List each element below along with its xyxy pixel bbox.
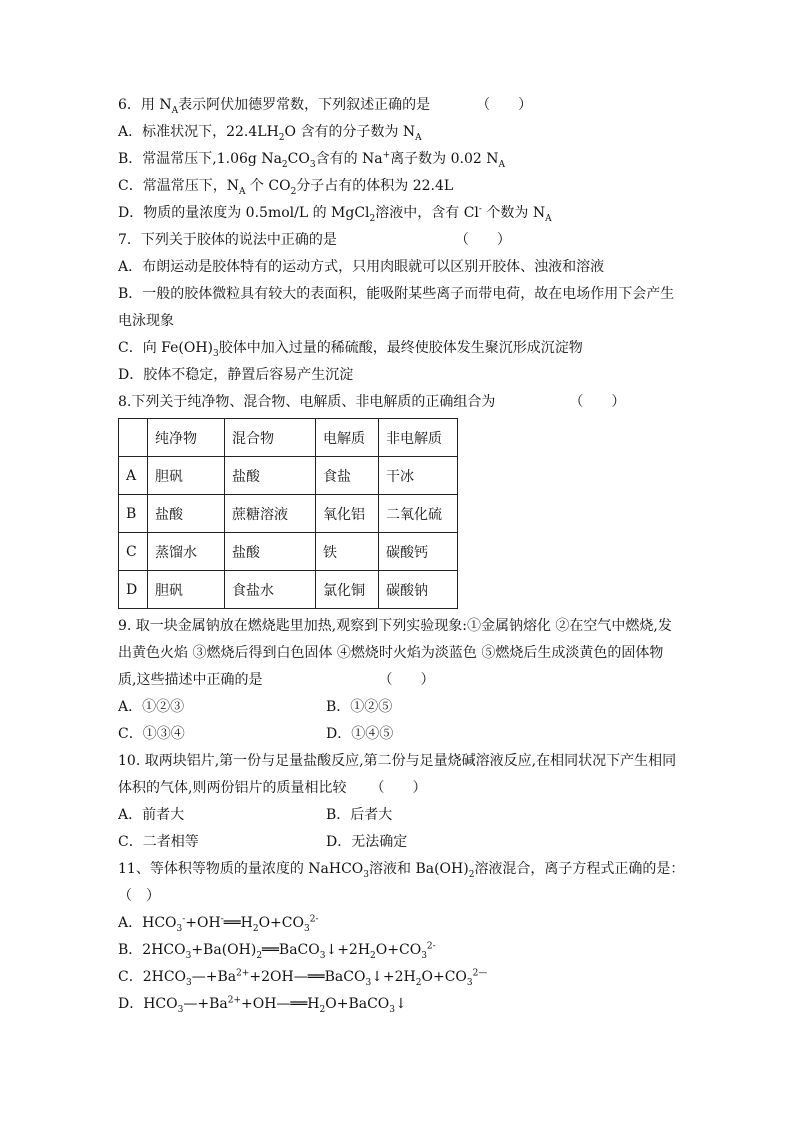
q11-option-b: B．$2HCO_3+Ba(OH)_2══BaCO_3↓+2H_2O+CO_3^{2-}$ xyxy=(118,941,436,961)
question-content xyxy=(118,92,688,1018)
answer-paren: （ ） xyxy=(454,232,511,248)
table-cell: 胆矾 xyxy=(148,571,225,609)
q7-option-b: B．一般的胶体微粒具有较大的表面积，能吸附某些离子而带电荷，故在电场作用下会产生电泳现象 xyxy=(118,286,675,329)
table-cell xyxy=(119,419,148,457)
q10-options-row1 xyxy=(118,802,688,829)
table-cell: A xyxy=(119,457,148,495)
table-cell: D xyxy=(119,571,148,609)
q11-answer-paren xyxy=(118,883,688,910)
table-cell: 混合物 xyxy=(225,419,316,457)
q10-stem-line2: 体积的气体,则两份铝片的质量相比较 （ ） xyxy=(118,780,427,796)
table-cell: 纯净物 xyxy=(148,419,225,457)
q9-stem-line3: 质,这些描述中正确的是 （ ） xyxy=(118,672,435,688)
table-row xyxy=(119,457,458,495)
q9-option-a: A．①②③ xyxy=(118,699,185,715)
answer-paren: （ ） xyxy=(476,97,533,113)
table-row xyxy=(119,533,458,571)
q7-option-d: D．胶体不稳定，静置后容易产生沉淀 xyxy=(118,367,354,383)
q7-option-a: A．布朗运动是胶体特有的运动方式，只用肉眼就可以区别开胶体、浊液和溶液 xyxy=(118,259,605,275)
q6-stem: 6．用 $N_A$表示阿伏加德罗常数，下列叙述正确的是 （ ） xyxy=(118,97,533,116)
q10-options-row2 xyxy=(118,829,688,856)
q11-option-a: A．$HCO_3^-+OH^-══H_2O+CO_3^{2-}$ xyxy=(118,914,319,934)
table-cell: 碳酸钙 xyxy=(379,533,458,571)
table-cell: 胆矾 xyxy=(148,457,225,495)
q6-option-c: C．常温常压下，$N_A$ 个 $CO_2$分子占有的体积为 22.4L xyxy=(118,178,454,197)
table-cell: 食盐水 xyxy=(225,571,316,609)
table-cell: 蒸馏水 xyxy=(148,533,225,571)
answer-paren: （ ） xyxy=(118,888,160,904)
table-cell: 铁 xyxy=(316,533,379,571)
q9-option-c: C．①③④ xyxy=(118,726,185,742)
q8-stem: 8.下列关于纯净物、混合物、电解质、非电解质的正确组合为 （ ） xyxy=(118,394,626,410)
table-cell: 氯化铜 xyxy=(316,571,379,609)
answer-paren: （ ） xyxy=(370,780,427,796)
q11-option-c: C．$2HCO_3—+Ba^{2+}+2OH—══BaCO_3↓+2H_2O+CO_3^{2—}$ xyxy=(118,968,488,988)
q7-option-c: C．向 $Fe(OH)_3$胶体中加入过量的稀硫酸，最终使胶体发生聚沉形成沉淀物 xyxy=(118,340,583,359)
table-cell: 非电解质 xyxy=(379,419,458,457)
table-cell: 盐酸 xyxy=(225,457,316,495)
table-row xyxy=(119,495,458,533)
classification-table xyxy=(118,418,458,609)
q9-options-row2 xyxy=(118,721,688,748)
table-header-row xyxy=(119,419,458,457)
q6-option-a: A．标准状况下，$22.4LH_2O$ 含有的分子数为 $N_A$ xyxy=(118,124,422,143)
q9-option-b: B．①②⑤ xyxy=(326,699,393,715)
table-row xyxy=(119,571,458,609)
q9-stem-line1: 9. 取一块金属钠放在燃烧匙里加热,观察到下列实验现象:①金属钠熔化 ②在空气中燃烧,发 xyxy=(118,618,672,634)
q6-option-d: D．物质的量浓度为 0.5mol/L 的 MgCl$_2$溶液中，含有 Cl- 个数为 $N_A$ xyxy=(118,204,552,224)
table-cell: 干冰 xyxy=(379,457,458,495)
q9-option-d: D．①④⑤ xyxy=(326,726,394,742)
q9-options-row1 xyxy=(118,694,688,721)
q11-stem: 11、等体积等物质的量浓度的 NaHCO$_3$溶液和 $Ba(OH)_2$溶液混合，离子方程式正确的是： xyxy=(118,861,685,880)
table-cell: 食盐 xyxy=(316,457,379,495)
q10-option-d: D．无法确定 xyxy=(326,834,408,850)
q10-option-a: A．前者大 xyxy=(118,807,185,823)
q10-option-b: B．后者大 xyxy=(326,807,393,823)
q10-stem-line1: 10. 取两块铝片,第一份与足量盐酸反应,第二份与足量烧碱溶液反应,在相同状况下产生相同 xyxy=(118,753,677,769)
table-cell: 蔗糖溶液 xyxy=(225,495,316,533)
table-cell: 二氧化硫 xyxy=(379,495,458,533)
answer-paren: （ ） xyxy=(378,672,435,688)
q11-option-d: D．$HCO_3—+Ba^{2+}+OH—══H_2O+BaCO_3↓$ xyxy=(118,995,407,1015)
table-cell: 氧化铝 xyxy=(316,495,379,533)
table-cell: C xyxy=(119,533,148,571)
q7-stem: 7．下列关于胶体的说法中正确的是 （ ） xyxy=(118,232,511,248)
table-cell: 盐酸 xyxy=(225,533,316,571)
table-cell: 盐酸 xyxy=(148,495,225,533)
table-cell: 碳酸钠 xyxy=(379,571,458,609)
q6-option-b: B．常温常压下,1.06g $Na_2CO_3$含有的 Na+离子数为 0.02 $N_A$ xyxy=(118,150,506,170)
table-cell: B xyxy=(119,495,148,533)
answer-paren: （ ） xyxy=(569,394,626,410)
q10-option-c: C．二者相等 xyxy=(118,834,199,850)
q9-stem-line2: 出黄色火焰 ③燃烧后得到白色固体 ④燃烧时火焰为淡蓝色 ⑤燃烧后生成淡黄色的固体物 xyxy=(118,645,664,661)
table-cell: 电解质 xyxy=(316,419,379,457)
